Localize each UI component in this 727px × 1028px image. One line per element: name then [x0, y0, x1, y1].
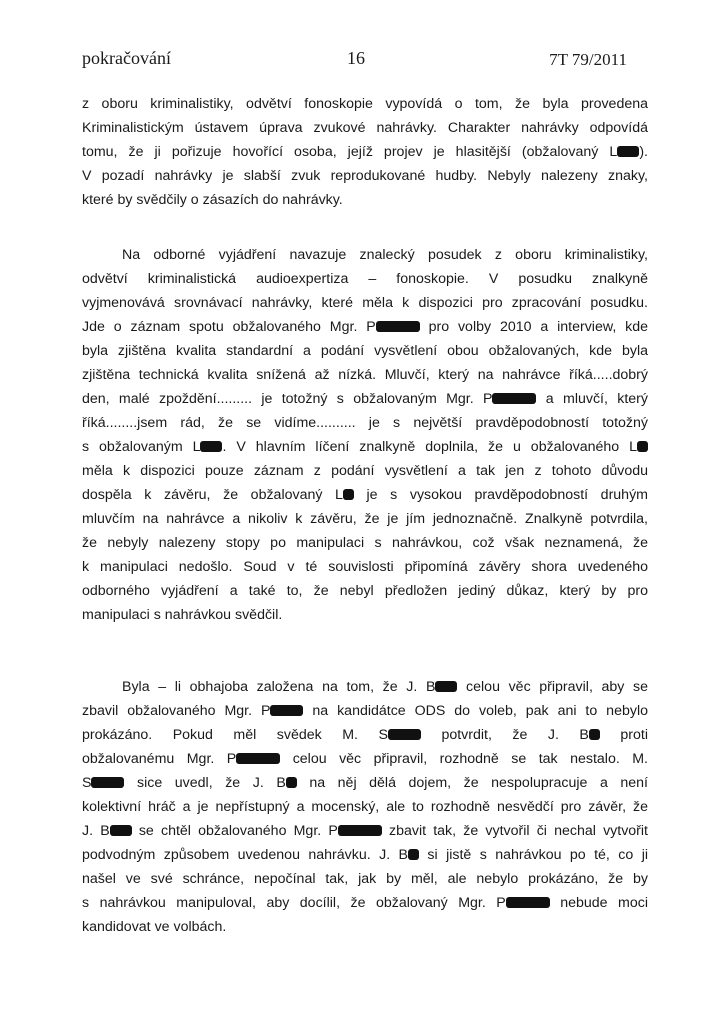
text-line: odvětví kriminalistická audioexpertiza – fonoskopie. V posudku znalkyně — [82, 271, 648, 287]
text-line: Byla – li obhajoba založena na tom, že J. B celou věc připravil, aby se — [122, 679, 648, 695]
text-line: dospěla k závěru, že obžalovaný L je s vysokou pravděpodobností druhým — [82, 487, 648, 503]
redaction-mark — [286, 777, 297, 788]
text-line: vyjmenovává srovnávací nahrávky, které měla k dispozici pro zpracování posudku. — [82, 295, 648, 311]
text-line: našel ve své schránce, nepočínal tak, jak by měl, ale nebylo prokázáno, že by — [82, 871, 648, 887]
redaction-mark — [617, 146, 639, 157]
text-line: měla k dispozici pouze záznam z podání vysvětlení a tak jen z tohoto důvodu — [82, 463, 648, 479]
page-header — [0, 44, 727, 74]
redaction-mark — [236, 753, 280, 764]
text-line: k manipulaci nedošlo. Soud v té souvislosti připomíná závěry shora uvedeného — [82, 559, 648, 575]
redaction-mark — [338, 825, 382, 836]
text-line: kandidovat ve volbách. — [82, 919, 227, 935]
redaction-mark — [376, 321, 420, 332]
text-line: Jde o záznam spotu obžalovaného Mgr. P pro volby 2010 a interview, kde — [82, 319, 648, 335]
text-line: obžalovanému Mgr. P celou věc připravil, rozhodně se tak nestalo. M. — [82, 751, 648, 767]
text-line: den, malé zpoždění......... je totožný s obžalovaným Mgr. P a mluvčí, který — [82, 391, 648, 407]
redaction-mark — [388, 729, 421, 740]
text-line: J. B se chtěl obžalovaného Mgr. P zbavit tak, že vytvořil či nechal vytvořit — [82, 823, 648, 839]
text-line: tomu, že ji pořizuje hovořící osoba, jejíž projev je hlasitější (obžalovaný L ). — [82, 144, 648, 160]
redaction-mark — [200, 441, 222, 452]
redaction-mark — [435, 681, 457, 692]
page-number: 16 — [347, 48, 365, 68]
case-number: 7T 79/2011 — [549, 50, 627, 69]
text-line: říká........jsem rád, že se vidíme.......... je s největší pravděpodobností totožný — [82, 415, 648, 431]
text-line: podvodným způsobem uvedenou nahrávku. J. B si jistě s nahrávkou po té, co ji — [82, 847, 648, 863]
text-line: S sice uvedl, že J. B na něj dělá dojem, že nespolupracuje a není — [82, 775, 648, 791]
text-line: s obžalovaným L . V hlavním líčení znalkyně doplnila, že u obžalovaného L — [82, 435, 648, 459]
redaction-mark — [589, 729, 600, 740]
text-line: s nahrávkou manipuloval, aby docílil, že obžalovaný Mgr. P nebude moci — [82, 895, 649, 911]
text-line: zbavil obžalovaného Mgr. P na kandidátce ODS do voleb, pak ani to nebylo — [82, 703, 648, 719]
text-line: byla zjištěna kvalita standardní a podání vysvětlení obou obžalovaných, kde byla — [82, 343, 648, 359]
text-line: manipulaci s nahrávkou svědčil. — [82, 607, 283, 623]
header-continuation: pokračování — [82, 48, 171, 68]
text-line: kolektivní hráč a je nepřístupný a mocenský, ale to rozhodně nesvědčí pro závěr, že — [82, 799, 648, 815]
redaction-mark — [408, 849, 419, 860]
redaction-mark — [110, 825, 132, 836]
redaction-mark — [492, 393, 536, 404]
text-line: které by svědčily o zásazích do nahrávky. — [82, 192, 343, 208]
text-line: mluvčím na nahrávce a nikoliv k závěru, že je jím jednoznačně. Znalkyně potvrdila, — [82, 511, 648, 527]
text-line: prokázáno. Pokud měl svědek M. S potvrdit, že J. B proti — [82, 727, 649, 743]
redaction-mark — [270, 705, 303, 716]
text-line: V pozadí nahrávky je slabší zvuk reprodukované hudby. Nebyly nalezeny znaky, — [82, 168, 648, 184]
text-line: z oboru kriminalistiky, odvětví fonoskopie vypovídá o tom, že byla provedena — [82, 96, 648, 112]
text-line: Kriminalistickým ústavem úprava zvukové nahrávky. Charakter nahrávky odpovídá — [82, 120, 648, 136]
text-line: že nebyly nalezeny stopy po manipulaci s nahrávkou, což však neznamená, že — [82, 535, 648, 551]
text-line: Na odborné vyjádření navazuje znalecký posudek z oboru kriminalistiky, — [122, 247, 648, 263]
redaction-mark — [91, 777, 124, 788]
text-line: odborného vyjádření a také to, že nebyl předložen jediný důkaz, který by pro — [82, 583, 648, 599]
redaction-mark — [637, 441, 648, 452]
redaction-mark — [506, 897, 550, 908]
redaction-mark — [343, 489, 354, 500]
text-line: zjištěna technická kvalita snížená až nízká. Mluvčí, který na nahrávce říká.....dobrý — [82, 367, 648, 383]
